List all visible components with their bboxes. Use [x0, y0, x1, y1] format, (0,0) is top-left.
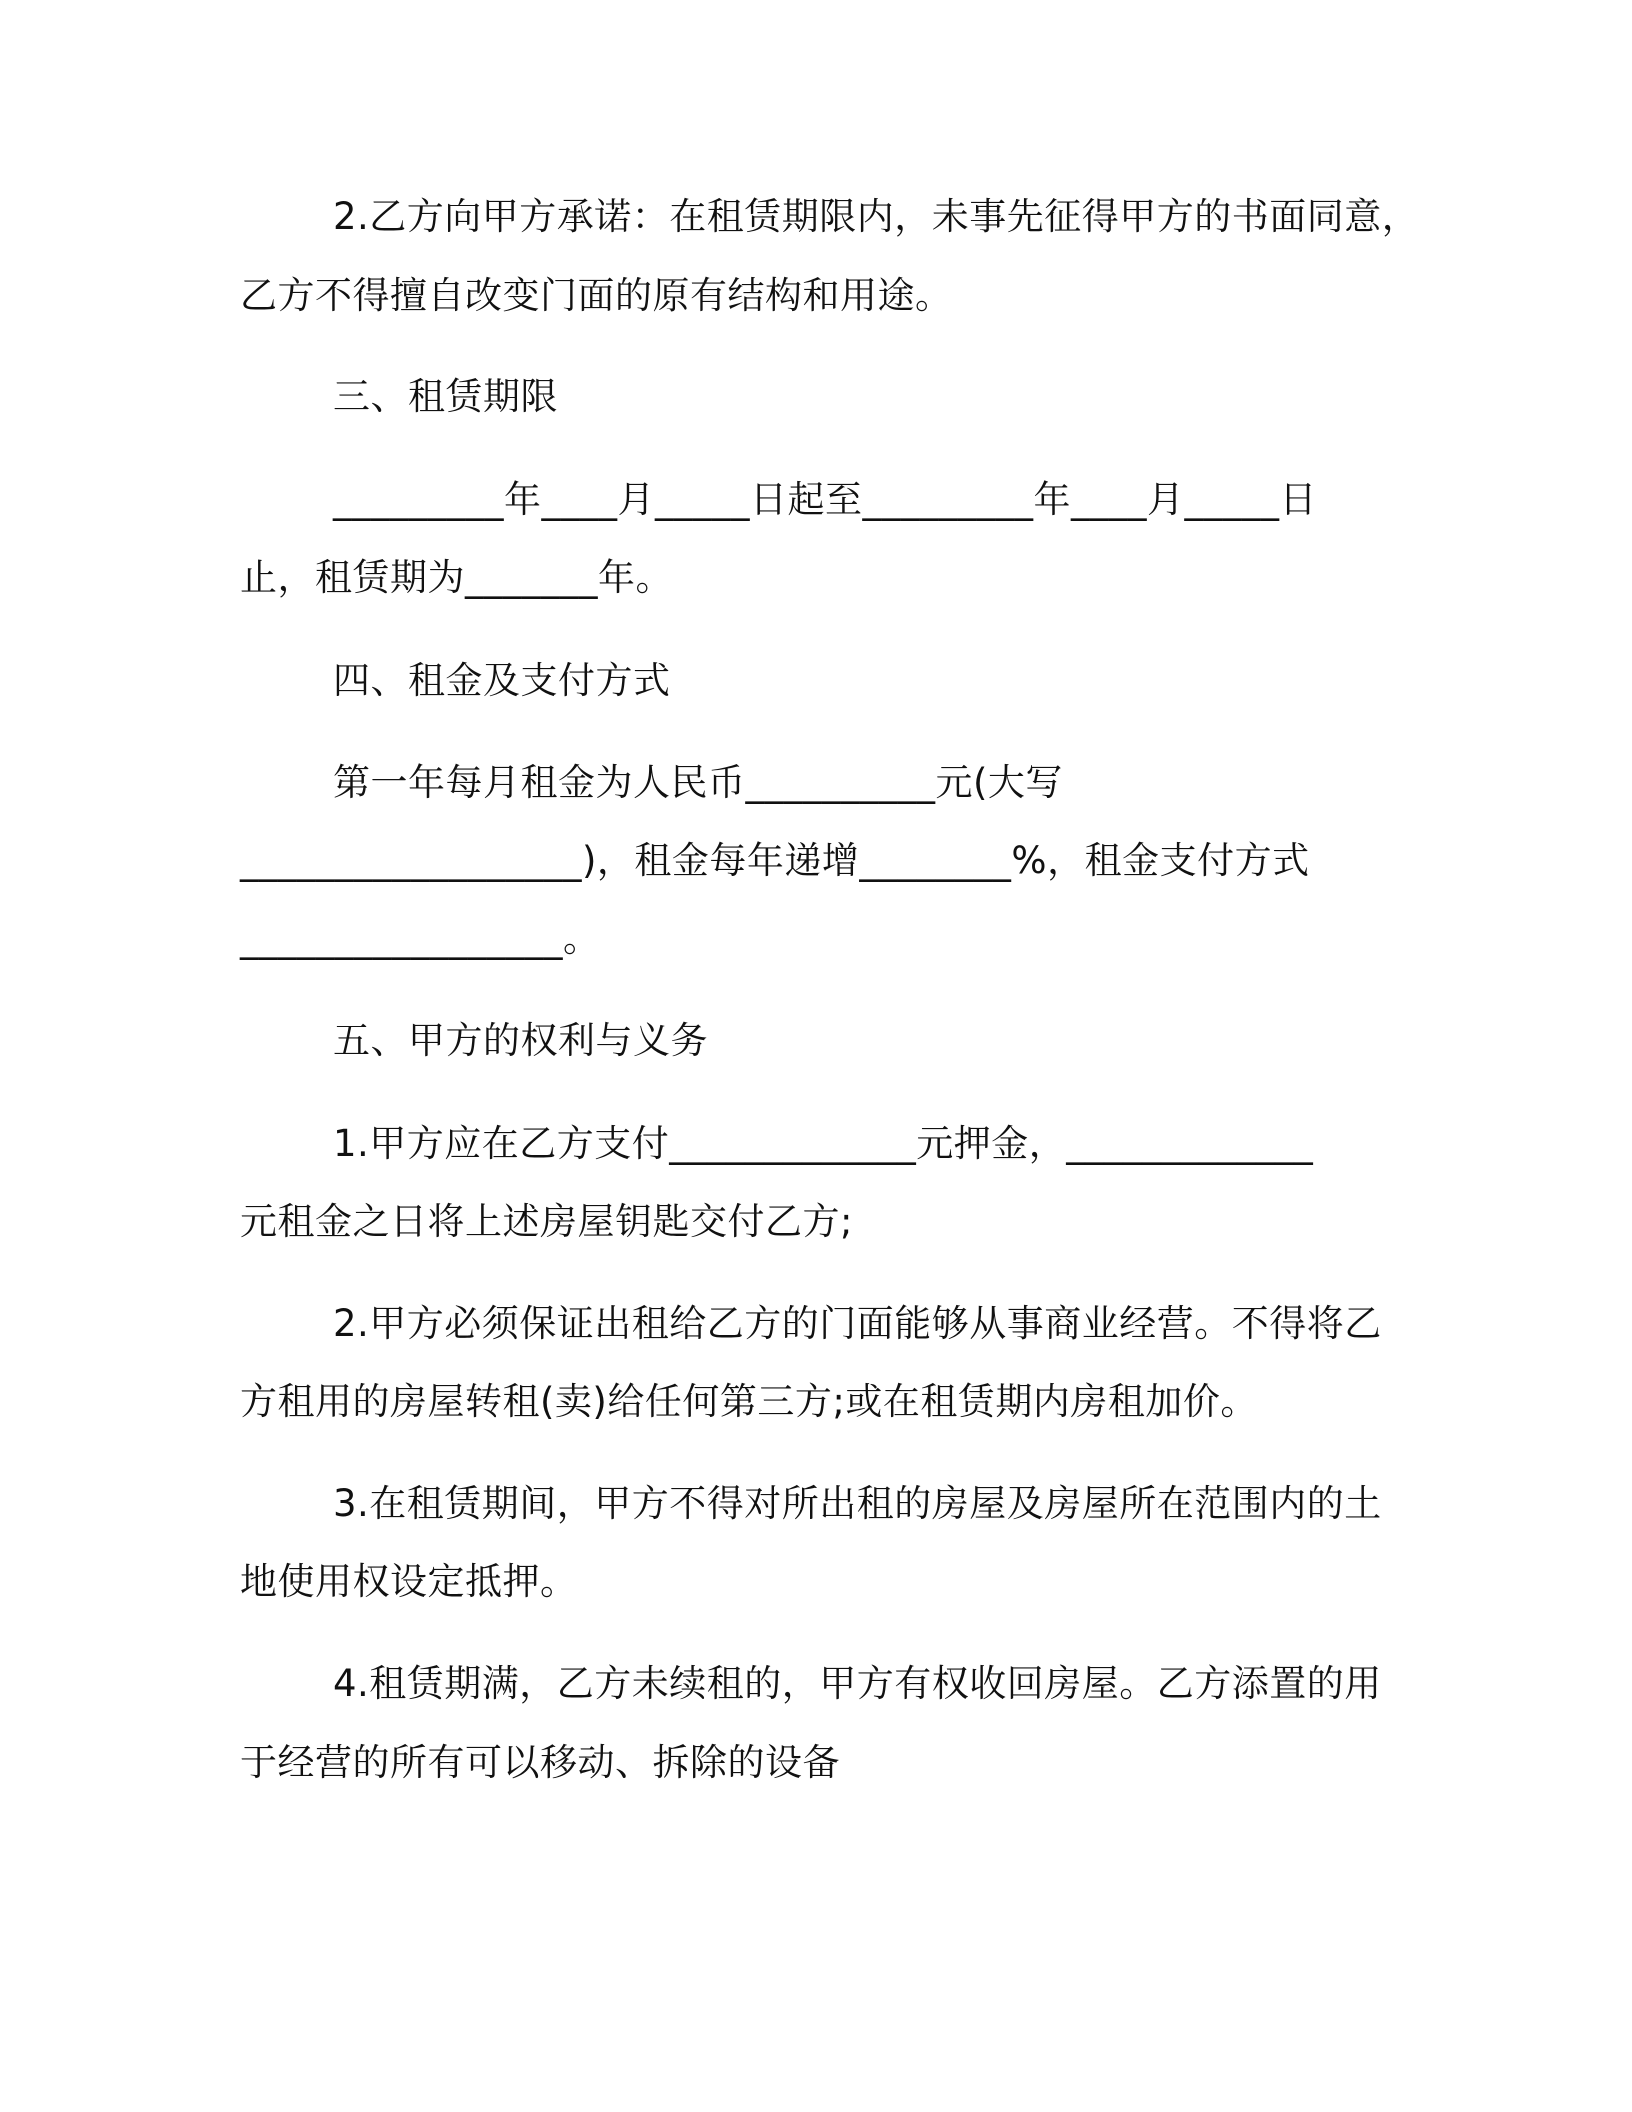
clause-1-line-1: 1.甲方应在乙方支付_____________元押金，_____________ — [333, 1122, 1314, 1165]
clause-1-line-2: 元租金之日将上述房屋钥匙交付乙方; — [240, 1200, 853, 1243]
rent-line-2: __________________)，租金每年递增________%，租金支付方式 — [240, 839, 1310, 882]
clause-4-line-1: 4.租赁期满，乙方未续租的，甲方有权收回房屋。乙方添置的用 — [333, 1662, 1382, 1705]
section-3-heading: 三、租赁期限 — [333, 375, 558, 418]
clause-2-line-1: 2.甲方必须保证出租给乙方的门面能够从事商业经营。不得将乙 — [333, 1302, 1382, 1345]
clause-3-line-2: 地使用权设定抵押。 — [240, 1560, 578, 1603]
clause-4-line-2: 于经营的所有可以移动、拆除的设备 — [240, 1741, 840, 1784]
clause-2-line-2: 方租用的房屋转租(卖)给任何第三方;或在租赁期内房租加价。 — [240, 1380, 1258, 1423]
clause-2-promise-line-2: 乙方不得擅自改变门面的原有结构和用途。 — [240, 274, 953, 317]
section-4-heading: 四、租金及支付方式 — [333, 659, 671, 702]
lease-period-line-1: _________年____月_____日起至_________年____月_____日 — [333, 478, 1317, 521]
clause-3-line-1: 3.在租赁期间，甲方不得对所出租的房屋及房屋所在范围内的土 — [333, 1482, 1382, 1525]
rent-line-3: _________________。 — [240, 917, 601, 960]
lease-period-line-2: 止，租赁期为_______年。 — [240, 556, 673, 599]
section-5-heading: 五、甲方的权利与义务 — [333, 1019, 708, 1062]
clause-2-promise-line-1: 2.乙方向甲方承诺：在租赁期限内，未事先征得甲方的书面同意， — [333, 195, 1420, 238]
rent-line-1: 第一年每月租金为人民币__________元(大写 — [333, 761, 1063, 804]
